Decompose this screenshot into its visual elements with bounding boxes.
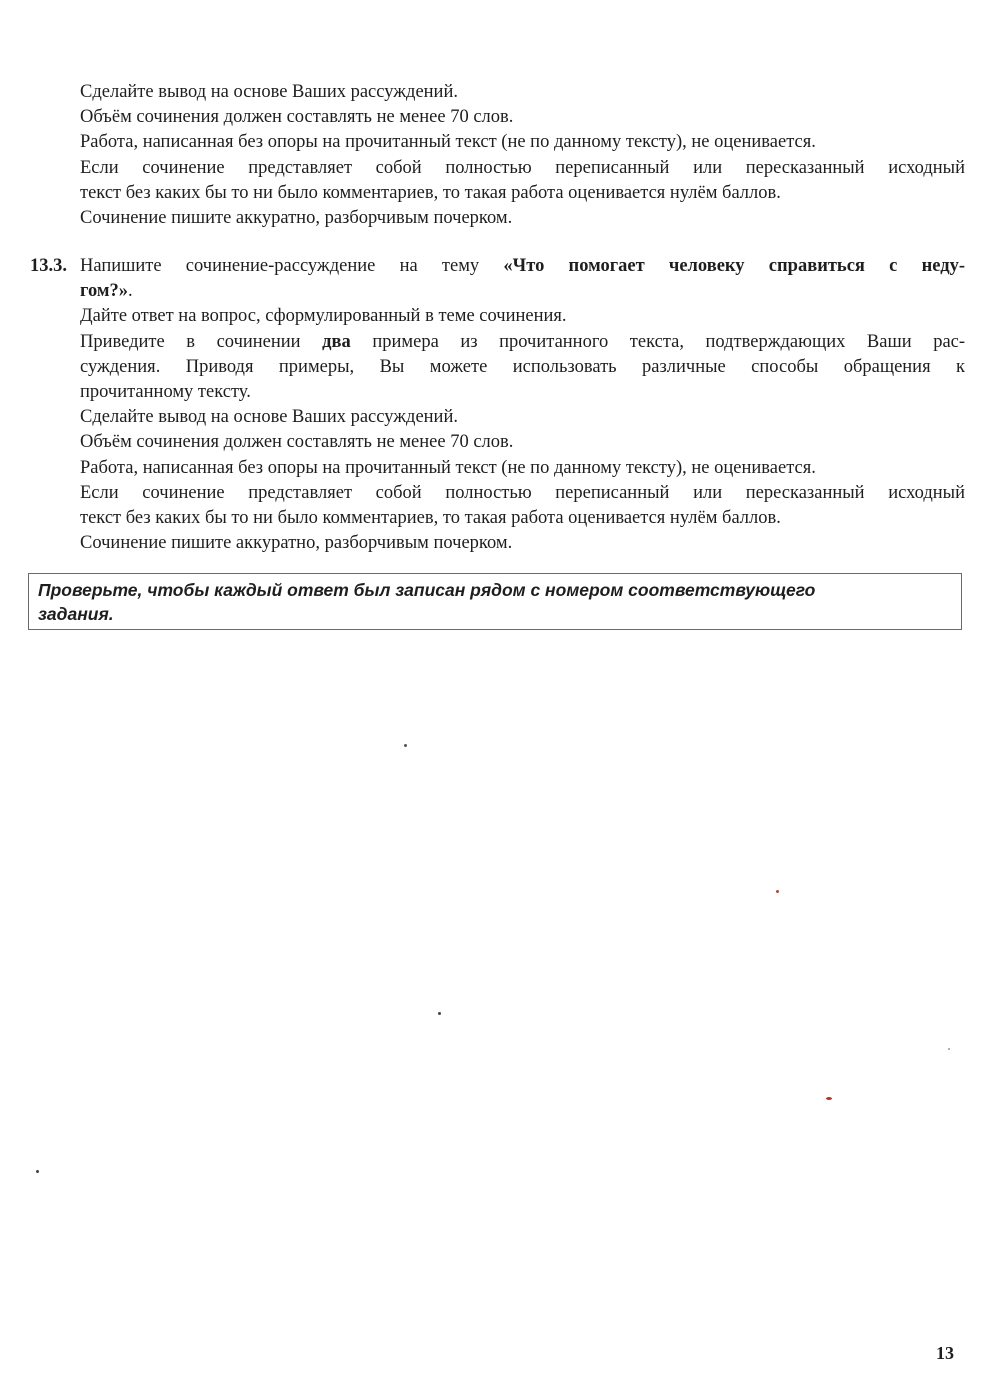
page-number: 13 (936, 1343, 954, 1363)
no-support-instruction: Работа, написанная без опоры на прочитанный текст (не по данному тексту), не оценивается. (80, 457, 816, 478)
scan-speck (776, 890, 779, 893)
copy-instruction-line1: Если сочинение представляет собой полностью переписанный или пересказанный исходный (80, 482, 965, 503)
copy-instruction-line2: текст без каких бы то ни было комментариев, то такая работа оценивается нулём баллов. (80, 182, 781, 203)
notice-line1: Проверьте, чтобы каждый ответ был записан рядом с номером соответствующего (38, 580, 816, 600)
check-answers-notice (28, 573, 962, 630)
scan-speck (826, 1097, 832, 1100)
task-13-3 (80, 254, 965, 556)
task-topic-end: . (127, 281, 133, 302)
scan-speck (36, 1170, 39, 1173)
volume-instruction: Объём сочинения должен составлять не менее 70 слов. (80, 107, 514, 128)
task-number: 13.3. (30, 256, 67, 276)
copy-instruction-line2: текст без каких бы то ни было комментариев, то такая работа оценивается нулём баллов. (80, 508, 781, 529)
examples-line3: прочитанному тексту. (80, 382, 251, 403)
examples-text-a: Приведите в сочинении (80, 331, 301, 352)
task-topic-line1 (80, 254, 965, 279)
examples-count: два (322, 331, 351, 352)
neatness-instruction: Сочинение пишите аккуратно, разборчивым почерком. (80, 208, 513, 229)
copy-instruction-line1: Если сочинение представляет собой полностью переписанный или пересказанный исходный (80, 157, 965, 178)
no-support-instruction: Работа, написанная без опоры на прочитанный текст (не по данному тексту), не оценивается. (80, 132, 816, 153)
task-topic-line2 (80, 279, 965, 304)
scan-speck (438, 1012, 441, 1015)
task-intro: Напишите сочинение-рассуждение на тему (80, 256, 480, 276)
neatness-instruction: Сочинение пишите аккуратно, разборчивым почерком. (80, 533, 513, 554)
notice-line2: задания. (38, 604, 114, 624)
conclusion-instruction: Сделайте вывод на основе Ваших рассуждений. (80, 407, 458, 428)
task-topic-part1: «Что помогает человеку справиться с неду- (503, 256, 966, 276)
scan-speck (948, 1048, 950, 1050)
previous-task-tail (80, 80, 965, 231)
examples-line1 (80, 330, 965, 355)
volume-instruction: Объём сочинения должен составлять не менее 70 слов. (80, 432, 514, 453)
conclusion-instruction: Сделайте вывод на основе Ваших рассуждений. (80, 82, 458, 102)
examples-line2: суждения. Приводя примеры, Вы можете использовать различные способы обращения к (80, 356, 965, 377)
scan-speck (404, 744, 407, 747)
examples-text-b: примера из прочитанного текста, подтверждающих Ваши рас- (372, 331, 966, 352)
task-topic-part2: гом?» (80, 281, 128, 302)
answer-instruction: Дайте ответ на вопрос, сформулированный в теме сочинения. (80, 306, 567, 327)
